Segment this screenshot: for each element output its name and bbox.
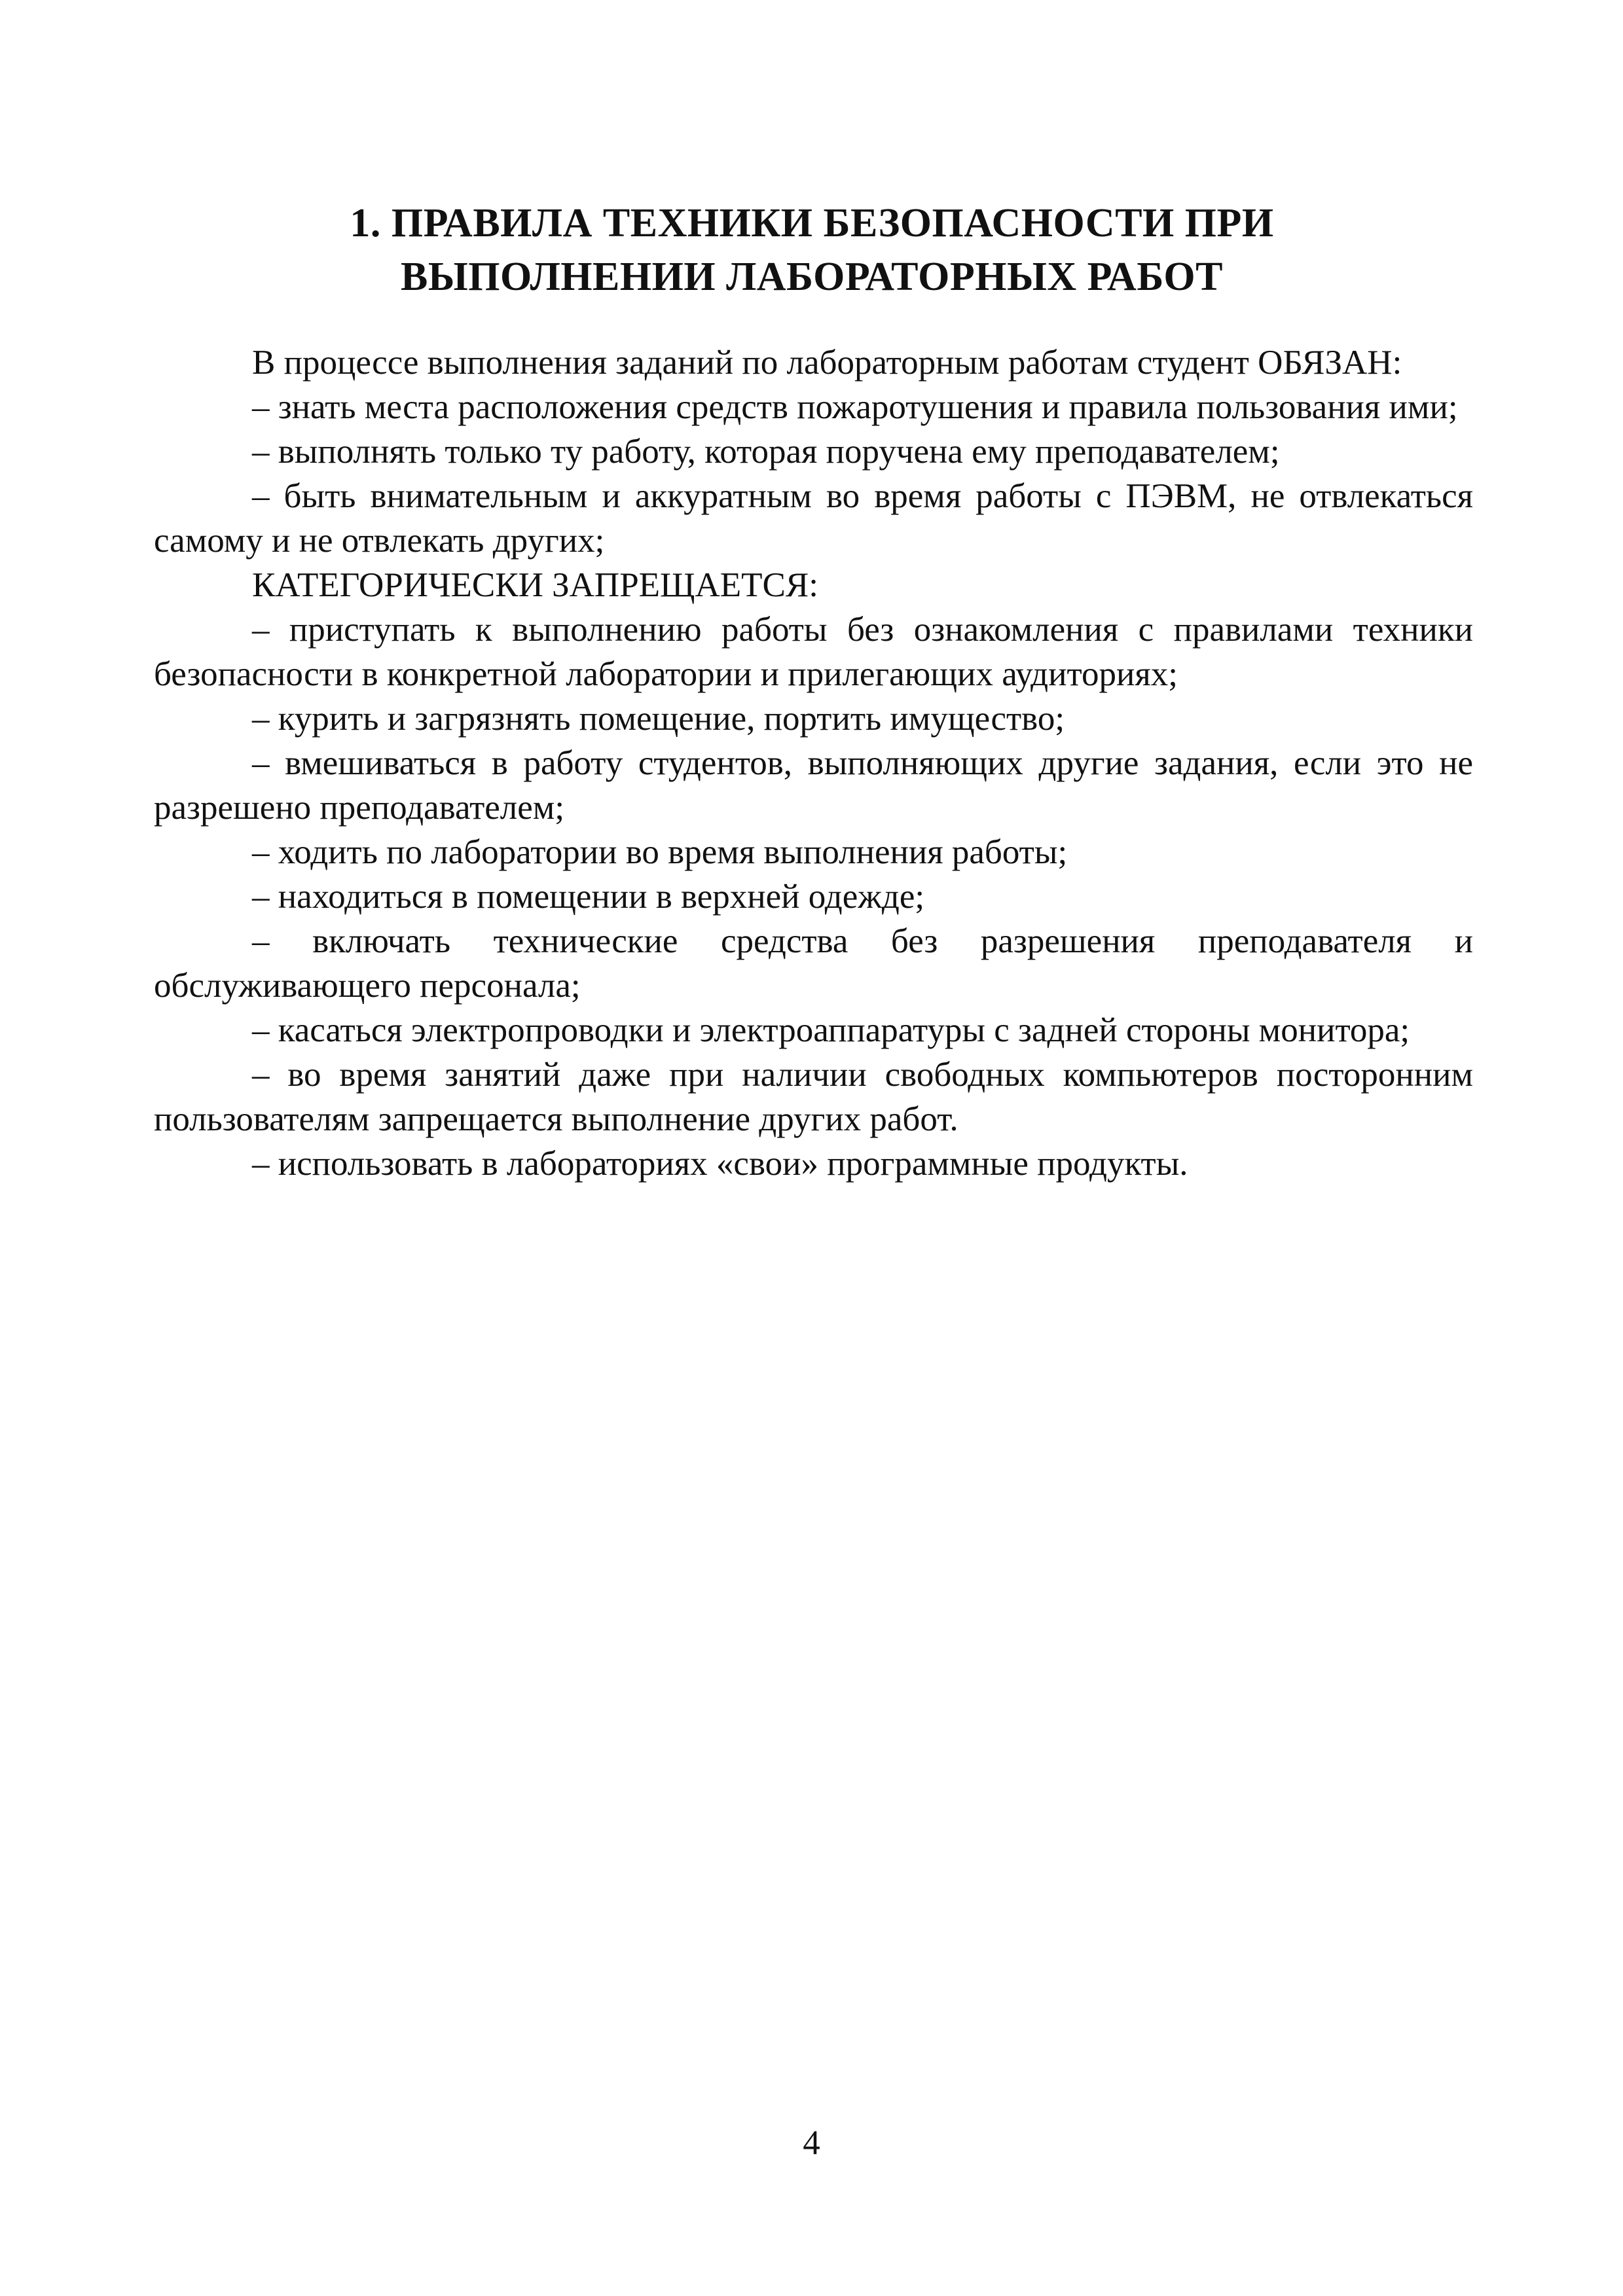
section-title: [154, 196, 1470, 304]
rule-paragraph: – курить и загрязнять помещение, портить имущество;: [252, 700, 1065, 738]
rule-paragraph: – во время занятий даже при наличии свободных компьютеров посторонним пользователям запрещается выполнение других работ.: [154, 1056, 1473, 1138]
document-body: [154, 340, 1473, 1186]
rule-paragraph: – выполнять только ту работу, которая поручена ему преподавателем;: [252, 433, 1280, 471]
prohibited-heading: КАТЕГОРИЧЕСКИ ЗАПРЕЩАЕТСЯ:: [252, 566, 818, 604]
rule-paragraph: – касаться электропроводки и электроаппаратуры с задней стороны монитора;: [252, 1011, 1410, 1049]
page-number: 4: [803, 2124, 820, 2162]
rule-paragraph: – использовать в лабораториях «свои» программные продукты.: [252, 1145, 1188, 1183]
rule-paragraph: – включать технические средства без разрешения преподавателя и обслуживающего персонала;: [154, 922, 1473, 1005]
section-title-line-2: ВЫПОЛНЕНИИ ЛАБОРАТОРНЫХ РАБОТ: [401, 255, 1223, 299]
rule-paragraph: – вмешиваться в работу студентов, выполняющих другие задания, если это не разрешено преподавателем;: [154, 744, 1473, 827]
rule-paragraph: – быть внимательным и аккуратным во время работы с ПЭВМ, не отвлекаться самому и не отвлекать других;: [154, 477, 1473, 560]
rule-paragraph: – находиться в помещении в верхней одежде;: [252, 878, 925, 916]
intro-paragraph: В процессе выполнения заданий по лабораторным работам студент ОБЯЗАН:: [252, 344, 1402, 382]
rule-paragraph: – знать места расположения средств пожаротушения и правила пользования ими;: [252, 388, 1458, 426]
rule-paragraph: – ходить по лаборатории во время выполнения работы;: [252, 833, 1068, 871]
section-title-line-1: 1. ПРАВИЛА ТЕХНИКИ БЕЗОПАСНОСТИ ПРИ: [350, 201, 1274, 245]
rule-paragraph: – приступать к выполнению работы без ознакомления с правилами техники безопасности в конкретной лаборатории и прилегающих аудиториях;: [154, 611, 1473, 693]
